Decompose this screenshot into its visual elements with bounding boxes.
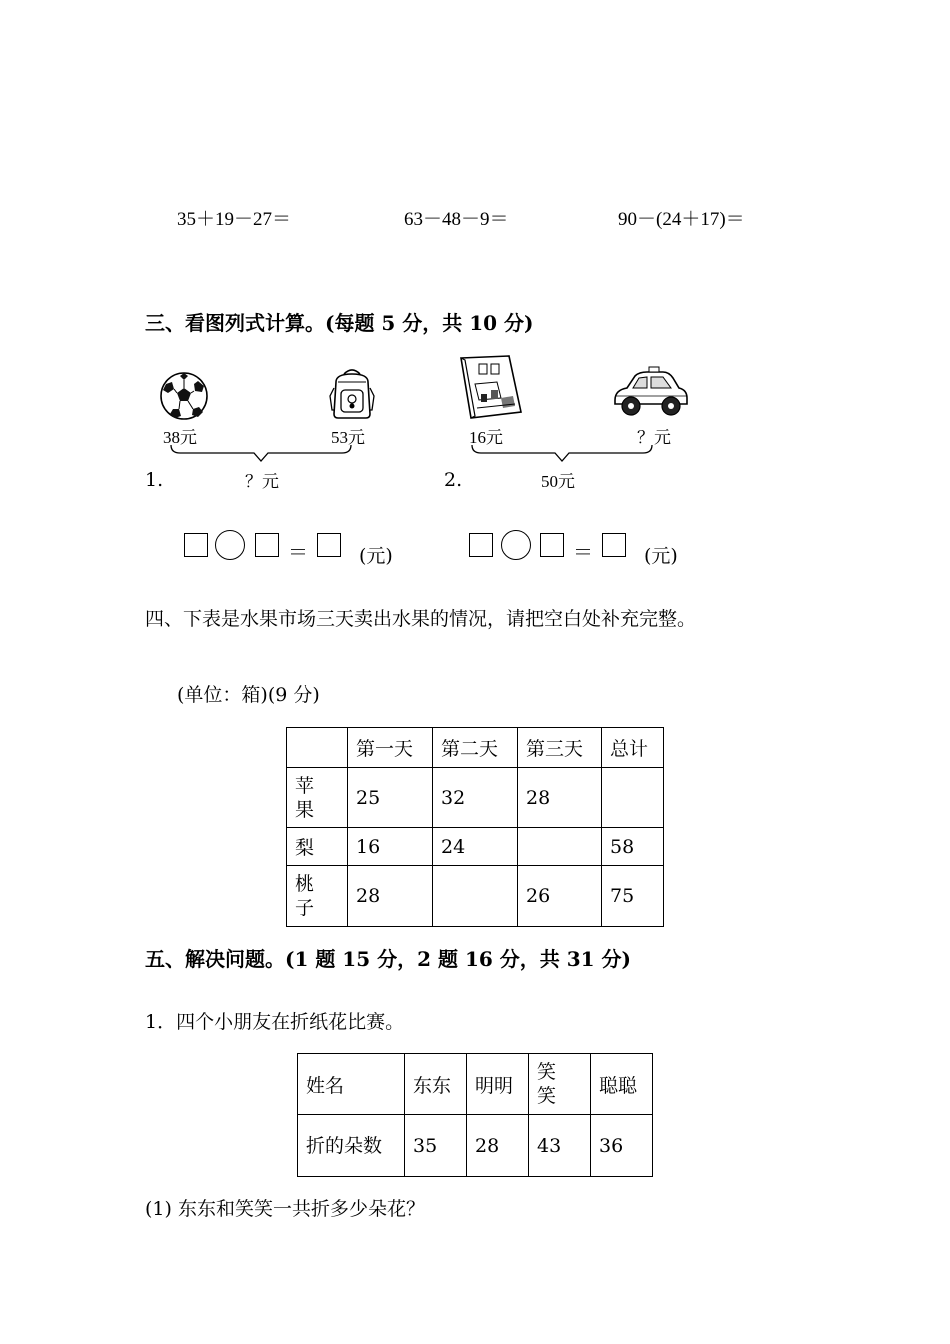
expression-3: 90－(24＋17)＝: [618, 209, 745, 230]
table-header-cell: 笑笑: [529, 1054, 591, 1115]
table-header-cell: 聪聪: [591, 1054, 653, 1115]
backpack-icon: [328, 366, 376, 420]
section5-heading: 五、解决问题。(1 题 15 分，2 题 16 分，共 31 分): [145, 947, 631, 971]
table-cell: 16: [348, 828, 433, 866]
section4-heading: 四、下表是水果市场三天卖出水果的情况，请把空白处补充完整。: [145, 608, 697, 630]
table-header-cell: [287, 728, 348, 768]
operator-circle[interactable]: [501, 530, 531, 560]
table-cell: 36: [591, 1115, 653, 1177]
blank-cell[interactable]: [602, 768, 664, 828]
expression-1: 35＋19－27＝: [177, 209, 292, 230]
answer-box[interactable]: [184, 533, 208, 557]
fruit-sales-table: [286, 727, 664, 927]
table-header-cell: 姓名: [298, 1054, 405, 1115]
answer-box[interactable]: [255, 533, 279, 557]
equals-sign: ＝: [573, 540, 593, 564]
table-header-cell: 第一天: [348, 728, 433, 768]
table-header-row: [287, 728, 664, 768]
problem2-number: 2.: [444, 469, 463, 491]
table-row: [287, 768, 664, 828]
problem1-total-label: ？元: [245, 472, 279, 491]
answer-box[interactable]: [317, 533, 341, 557]
table-cell: 75: [602, 866, 664, 927]
table-header-row: [298, 1054, 653, 1115]
operator-circle[interactable]: [215, 530, 245, 560]
equals-sign: ＝: [288, 540, 308, 564]
answer-box[interactable]: [469, 533, 493, 557]
table-header-cell: 总计: [602, 728, 664, 768]
problem1-brace: [168, 444, 354, 466]
expression-2: 63－48－9＝: [404, 209, 509, 230]
table-cell: 25: [348, 768, 433, 828]
blank-cell[interactable]: [433, 866, 518, 927]
table-cell: 28: [348, 866, 433, 927]
table-header-cell: 东东: [405, 1054, 467, 1115]
answer-box[interactable]: [540, 533, 564, 557]
table-header-cell: 第三天: [518, 728, 602, 768]
problem2-left-price: 16元: [469, 428, 503, 447]
section3-heading: 三、看图列式计算。(每题 5 分，共 10 分): [145, 311, 534, 335]
row-label-apple: 苹果: [287, 768, 348, 828]
row-label-pear: 梨: [287, 828, 348, 866]
row-label: 折的朵数: [298, 1115, 405, 1177]
book-icon: [457, 354, 525, 420]
table-cell: 28: [518, 768, 602, 828]
section4-unit-note: (单位：箱)(9 分): [177, 684, 320, 706]
table-cell: 24: [433, 828, 518, 866]
problem1-number: 1.: [145, 469, 164, 491]
table-row: [298, 1115, 653, 1177]
question1-text: 1．四个小朋友在折纸花比赛。: [145, 1011, 405, 1033]
problem2-brace: [469, 444, 655, 466]
soccer-ball-icon: [158, 371, 210, 421]
paper-flower-table: [297, 1053, 653, 1177]
table-cell: 32: [433, 768, 518, 828]
table-row: [287, 828, 664, 866]
table-cell: 43: [529, 1115, 591, 1177]
table-row: [287, 866, 664, 927]
table-cell: 35: [405, 1115, 467, 1177]
problem2-unit: (元): [644, 545, 678, 567]
toy-car-icon: [611, 366, 689, 418]
table-header-cell: 第二天: [433, 728, 518, 768]
problem1-unit: (元): [359, 545, 393, 567]
table-cell: 58: [602, 828, 664, 866]
problem1-left-price: 38元: [163, 428, 197, 447]
row-label-peach: 桃子: [287, 866, 348, 927]
problem2-total-label: 50元: [541, 472, 575, 491]
table-cell: 26: [518, 866, 602, 927]
problem1-right-price: 53元: [331, 428, 365, 447]
answer-box[interactable]: [602, 533, 626, 557]
problem2-right-price: ？元: [637, 428, 671, 447]
sub-question-1: (1) 东东和笑笑一共折多少朵花？: [145, 1198, 425, 1220]
table-cell: 28: [467, 1115, 529, 1177]
table-header-cell: 明明: [467, 1054, 529, 1115]
blank-cell[interactable]: [518, 828, 602, 866]
